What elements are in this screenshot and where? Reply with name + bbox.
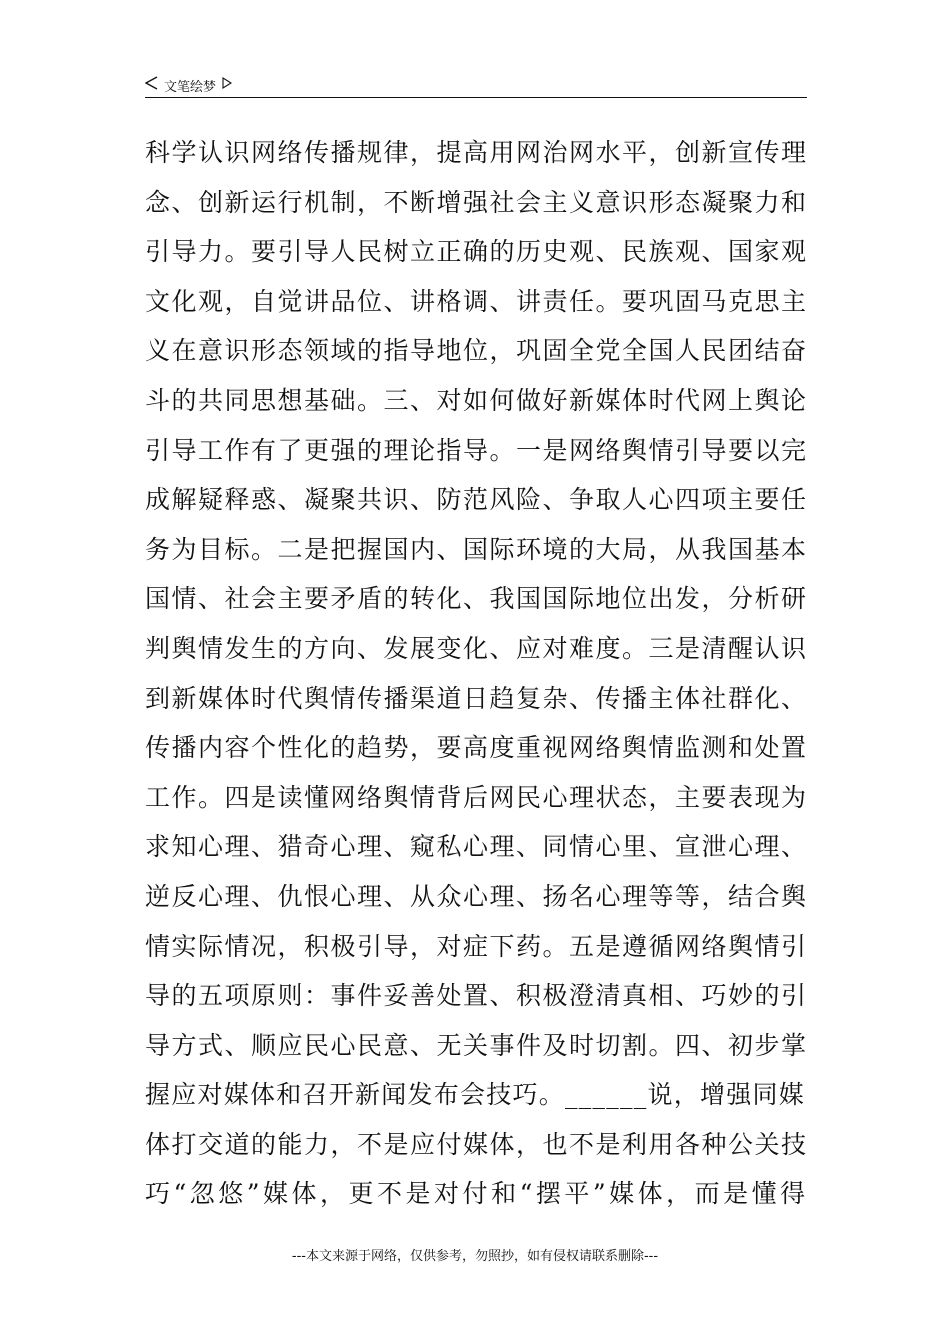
text-line: 引导力。要引导人民树立正确的历史观、民族观、国家观 <box>145 237 808 267</box>
text-line: 逆反心理、仇恨心理、从众心理、扬名心理等等，结合舆 <box>145 881 808 911</box>
document-body <box>145 128 809 1219</box>
text-line: 传播内容个性化的趋势，要高度重视网络舆情监测和处置 <box>145 733 808 763</box>
text-line: 义在意识形态领域的指导地位，巩固全党全国人民团结奋 <box>145 336 808 366</box>
text-line: 工作。四是读懂网络舆情背后网民心理状态，主要表现为 <box>145 782 808 812</box>
text-line: 巧“忽悠”媒体，更不是对付和“摆平”媒体，而是懂得 <box>145 1179 809 1209</box>
text-line: 导方式、顺应民心民意、无关事件及时切割。四、初步掌 <box>145 1030 808 1060</box>
text-line: 判舆情发生的方向、发展变化、应对难度。三是清醒认识 <box>145 633 808 663</box>
text-line: 成解疑释惑、凝聚共识、防范风险、争取人心四项主要任 <box>145 485 808 515</box>
text-line: 念、创新运行机制，不断增强社会主义意识形态凝聚力和 <box>145 187 808 217</box>
text-line: 情实际情况，积极引导，对症下药。五是遵循网络舆情引 <box>145 931 808 961</box>
text-line: 文化观，自觉讲品位、讲格调、讲责任。要巩固马克思主 <box>145 286 808 316</box>
footer-disclaimer: ---本文来源于网络，仅供参考，勿照抄，如有侵权请联系删除--- <box>291 1249 659 1264</box>
text-line: 体打交道的能力，不是应付媒体，也不是利用各种公关技 <box>145 1129 808 1159</box>
text-line: 到新媒体时代舆情传播渠道日趋复杂、传播主体社群化、 <box>145 683 808 713</box>
text-line: 引导工作有了更强的理论指导。一是网络舆情引导要以完 <box>145 435 808 465</box>
right-triangle-icon <box>222 77 232 93</box>
header-title: 文笔绘梦 <box>164 79 217 95</box>
text-line: 务为目标。二是把握国内、国际环境的大局，从我国基本 <box>145 534 808 564</box>
left-triangle-icon <box>145 76 158 94</box>
text-line: 斗的共同思想基础。三、对如何做好新媒体时代网上舆论 <box>145 385 808 415</box>
text-line: 科学认识网络传播规律，提高用网治网水平，创新宣传理 <box>145 138 808 167</box>
header-divider <box>145 97 807 98</box>
text-line: 握应对媒体和召开新闻发布会技巧。______说，增强同媒 <box>145 1080 806 1110</box>
text-line: 导的五项原则：事件妥善处置、积极澄清真相、巧妙的引 <box>145 981 808 1011</box>
text-line: 求知心理、猎奇心理、窥私心理、同情心里、宣泄心理、 <box>145 832 808 862</box>
text-line: 国情、社会主要矛盾的转化、我国国际地位出发，分析研 <box>145 584 808 614</box>
page-header <box>145 72 807 98</box>
